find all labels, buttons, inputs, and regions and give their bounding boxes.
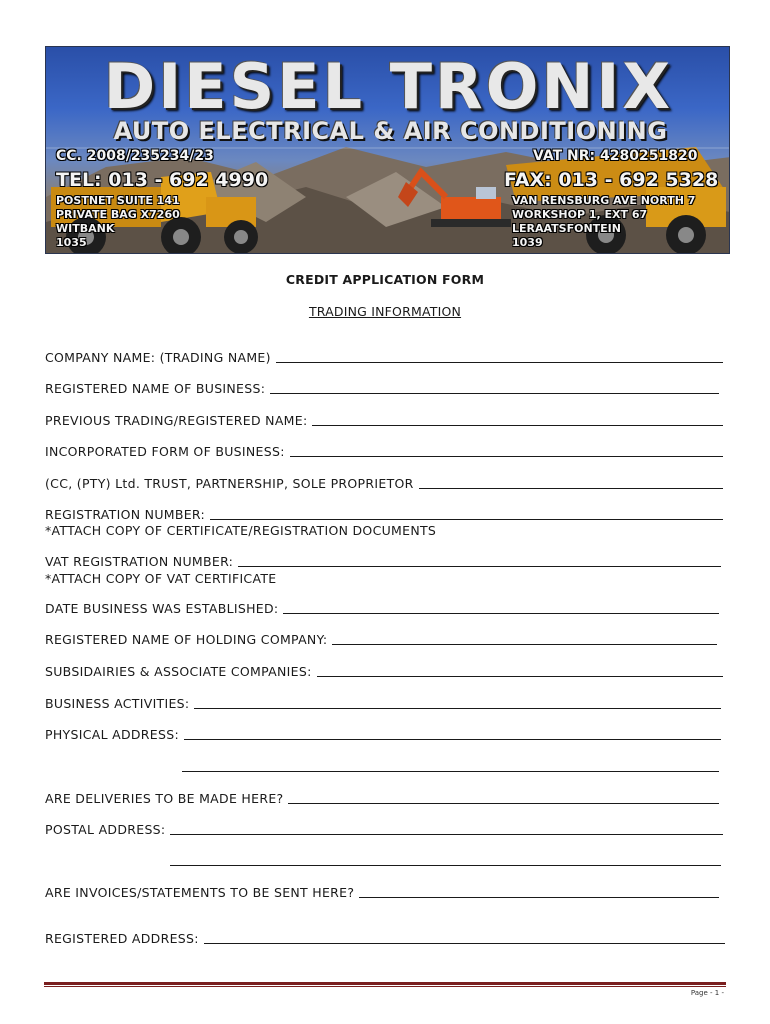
field-label: BUSINESS ACTIVITIES: — [45, 696, 190, 711]
section-title: TRADING INFORMATION — [308, 304, 462, 319]
postal-address-line: POSTNET SUITE 141 — [56, 194, 180, 207]
fill-line[interactable] — [290, 445, 723, 457]
field-label: DATE BUSINESS WAS ESTABLISHED: — [45, 601, 279, 616]
physical-address-line: VAN RENSBURG AVE NORTH 7 — [512, 194, 696, 207]
postal-address-line: 1035 — [56, 236, 87, 249]
fill-line[interactable] — [194, 697, 721, 709]
field-label: REGISTRATION NUMBER: — [45, 507, 206, 522]
company-logo-title: DIESEL TRONIX — [103, 50, 674, 123]
registered-name-field[interactable] — [45, 381, 719, 397]
letterhead-banner — [45, 46, 730, 254]
field-label: REGISTERED ADDRESS: — [45, 931, 199, 946]
field-label: REGISTERED NAME OF HOLDING COMPANY: — [45, 632, 328, 647]
fill-line[interactable] — [312, 414, 723, 426]
postal-address-field[interactable] — [45, 822, 723, 838]
postal-address-line: PRIVATE BAG X7260 — [56, 208, 180, 221]
field-label: ARE DELIVERIES TO BE MADE HERE? — [45, 791, 284, 806]
form-title: CREDIT APPLICATION FORM — [285, 272, 485, 287]
field-label: VAT REGISTRATION NUMBER: — [45, 554, 234, 569]
registration-number-field[interactable] — [45, 507, 723, 523]
subsidiaries-field[interactable] — [45, 664, 723, 680]
field-label: SUBSIDAIRIES & ASSOCIATE COMPANIES: — [45, 664, 312, 679]
postal-address-line-2[interactable] — [170, 854, 721, 866]
company-tagline: AUTO ELECTRICAL & AIR CONDITIONING — [113, 117, 668, 145]
fill-line[interactable] — [170, 823, 723, 835]
company-name-field[interactable] — [45, 350, 723, 366]
telephone-number: TEL: 013 - 692 4990 — [56, 169, 269, 191]
attach-certificate-note: *ATTACH COPY OF CERTIFICATE/REGISTRATION DOCUMENTS — [45, 523, 437, 538]
field-label: PREVIOUS TRADING/REGISTERED NAME: — [45, 413, 308, 428]
cc-number: CC. 2008/235234/23 — [56, 148, 214, 164]
invoices-field[interactable] — [45, 885, 719, 901]
fill-line[interactable] — [210, 508, 723, 520]
incorporated-form-field[interactable] — [45, 444, 723, 460]
fill-line[interactable] — [359, 886, 719, 898]
holding-company-field[interactable] — [45, 632, 717, 648]
physical-address-line: WORKSHOP 1, EXT 67 — [512, 208, 648, 221]
vat-number: VAT NR: 4280251820 — [533, 148, 698, 164]
page-number: Page - 1 - — [690, 989, 724, 997]
vat-registration-field[interactable] — [45, 554, 721, 570]
physical-address-line-2[interactable] — [182, 760, 719, 772]
fill-line[interactable] — [204, 932, 725, 944]
fax-number: FAX: 013 - 692 5328 — [504, 169, 719, 191]
fill-line[interactable] — [184, 728, 721, 740]
business-type-field[interactable] — [45, 476, 723, 492]
field-label: POSTAL ADDRESS: — [45, 822, 166, 837]
physical-address-line: LERAATSFONTEIN — [512, 222, 621, 235]
field-label: ARE INVOICES/STATEMENTS TO BE SENT HERE? — [45, 885, 355, 900]
registered-address-field[interactable] — [45, 931, 725, 947]
fill-line[interactable] — [419, 477, 723, 489]
postal-address-line: WITBANK — [56, 222, 115, 235]
field-label: COMPANY NAME: (TRADING NAME) — [45, 350, 271, 365]
fill-line[interactable] — [317, 665, 723, 677]
fill-line[interactable] — [238, 555, 721, 567]
field-label: PHYSICAL ADDRESS: — [45, 727, 179, 742]
field-label: INCORPORATED FORM OF BUSINESS: — [45, 444, 285, 459]
date-established-field[interactable] — [45, 601, 719, 617]
physical-address-line: 1039 — [512, 236, 543, 249]
fill-line[interactable] — [332, 633, 717, 645]
physical-address-field[interactable] — [45, 727, 721, 743]
fill-line[interactable] — [276, 351, 723, 363]
footer-divider-thin — [44, 986, 726, 987]
previous-name-field[interactable] — [45, 413, 723, 429]
business-activities-field[interactable] — [45, 696, 721, 712]
attach-vat-note: *ATTACH COPY OF VAT CERTIFICATE — [45, 571, 277, 586]
deliveries-field[interactable] — [45, 791, 719, 807]
fill-line[interactable] — [270, 382, 719, 394]
field-label: REGISTERED NAME OF BUSINESS: — [45, 381, 266, 396]
fill-line[interactable] — [288, 792, 719, 804]
field-label: (CC, (PTY) Ltd. TRUST, PARTNERSHIP, SOLE PROPRIETOR — [45, 476, 414, 491]
footer-divider — [44, 982, 726, 985]
fill-line[interactable] — [283, 602, 719, 614]
